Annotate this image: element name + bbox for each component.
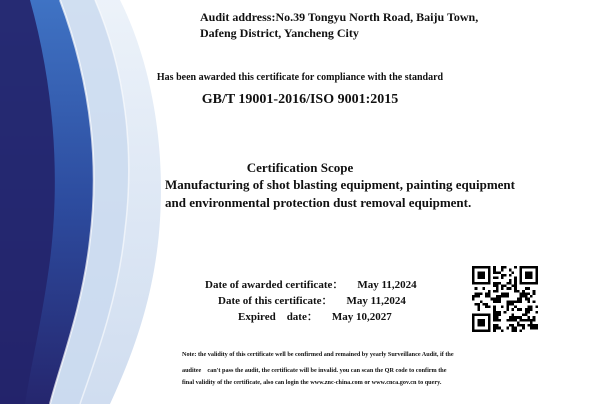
- certification-scope-title: Certification Scope: [246, 160, 354, 175]
- certification-scope-line-1: Manufacturing of shot blasting equipment, painting equipment: [165, 177, 515, 192]
- awarded-date-label: Date of awarded certificate：: [205, 279, 344, 291]
- standard-number: GB/T 19001-2016/ISO 9001:2015: [201, 92, 399, 107]
- award-statement: Has been awarded this certificate for compliance with the standard: [156, 72, 444, 83]
- note-line-3: final validity of the certificate, also can login the www.znc-china.com or www.cnca.gov.cn to query.: [182, 379, 442, 386]
- certificate-date-label: Date of this certificate：: [218, 295, 333, 307]
- awarded-date-row: [205, 276, 417, 292]
- certificate-date-value: May 11,2024: [346, 295, 406, 307]
- certificate-date-row: [218, 292, 406, 308]
- expired-date-label: Expired date：: [238, 311, 318, 323]
- certification-scope-line-2: and environmental protection dust removal equipment.: [165, 195, 472, 210]
- qr-code[interactable]: [472, 266, 538, 332]
- audit-address-line-1: Audit address:No.39 Tongyu North Road, Baiju Town,: [200, 10, 479, 24]
- note-line-2: auditee can't pass the audit, the certificate will be invalid. you can scan the QR code to confirm the: [182, 367, 447, 374]
- expired-date-value: May 10,2027: [331, 311, 392, 323]
- awarded-date-value: May 11,2024: [357, 279, 417, 291]
- audit-address-line-2: Dafeng District, Yancheng City: [200, 26, 359, 40]
- expired-date-row: [238, 308, 392, 324]
- note-line-1: Note: the validity of this certificate well be confirmed and remained by yearly Surveillance Audit, if the: [182, 351, 454, 358]
